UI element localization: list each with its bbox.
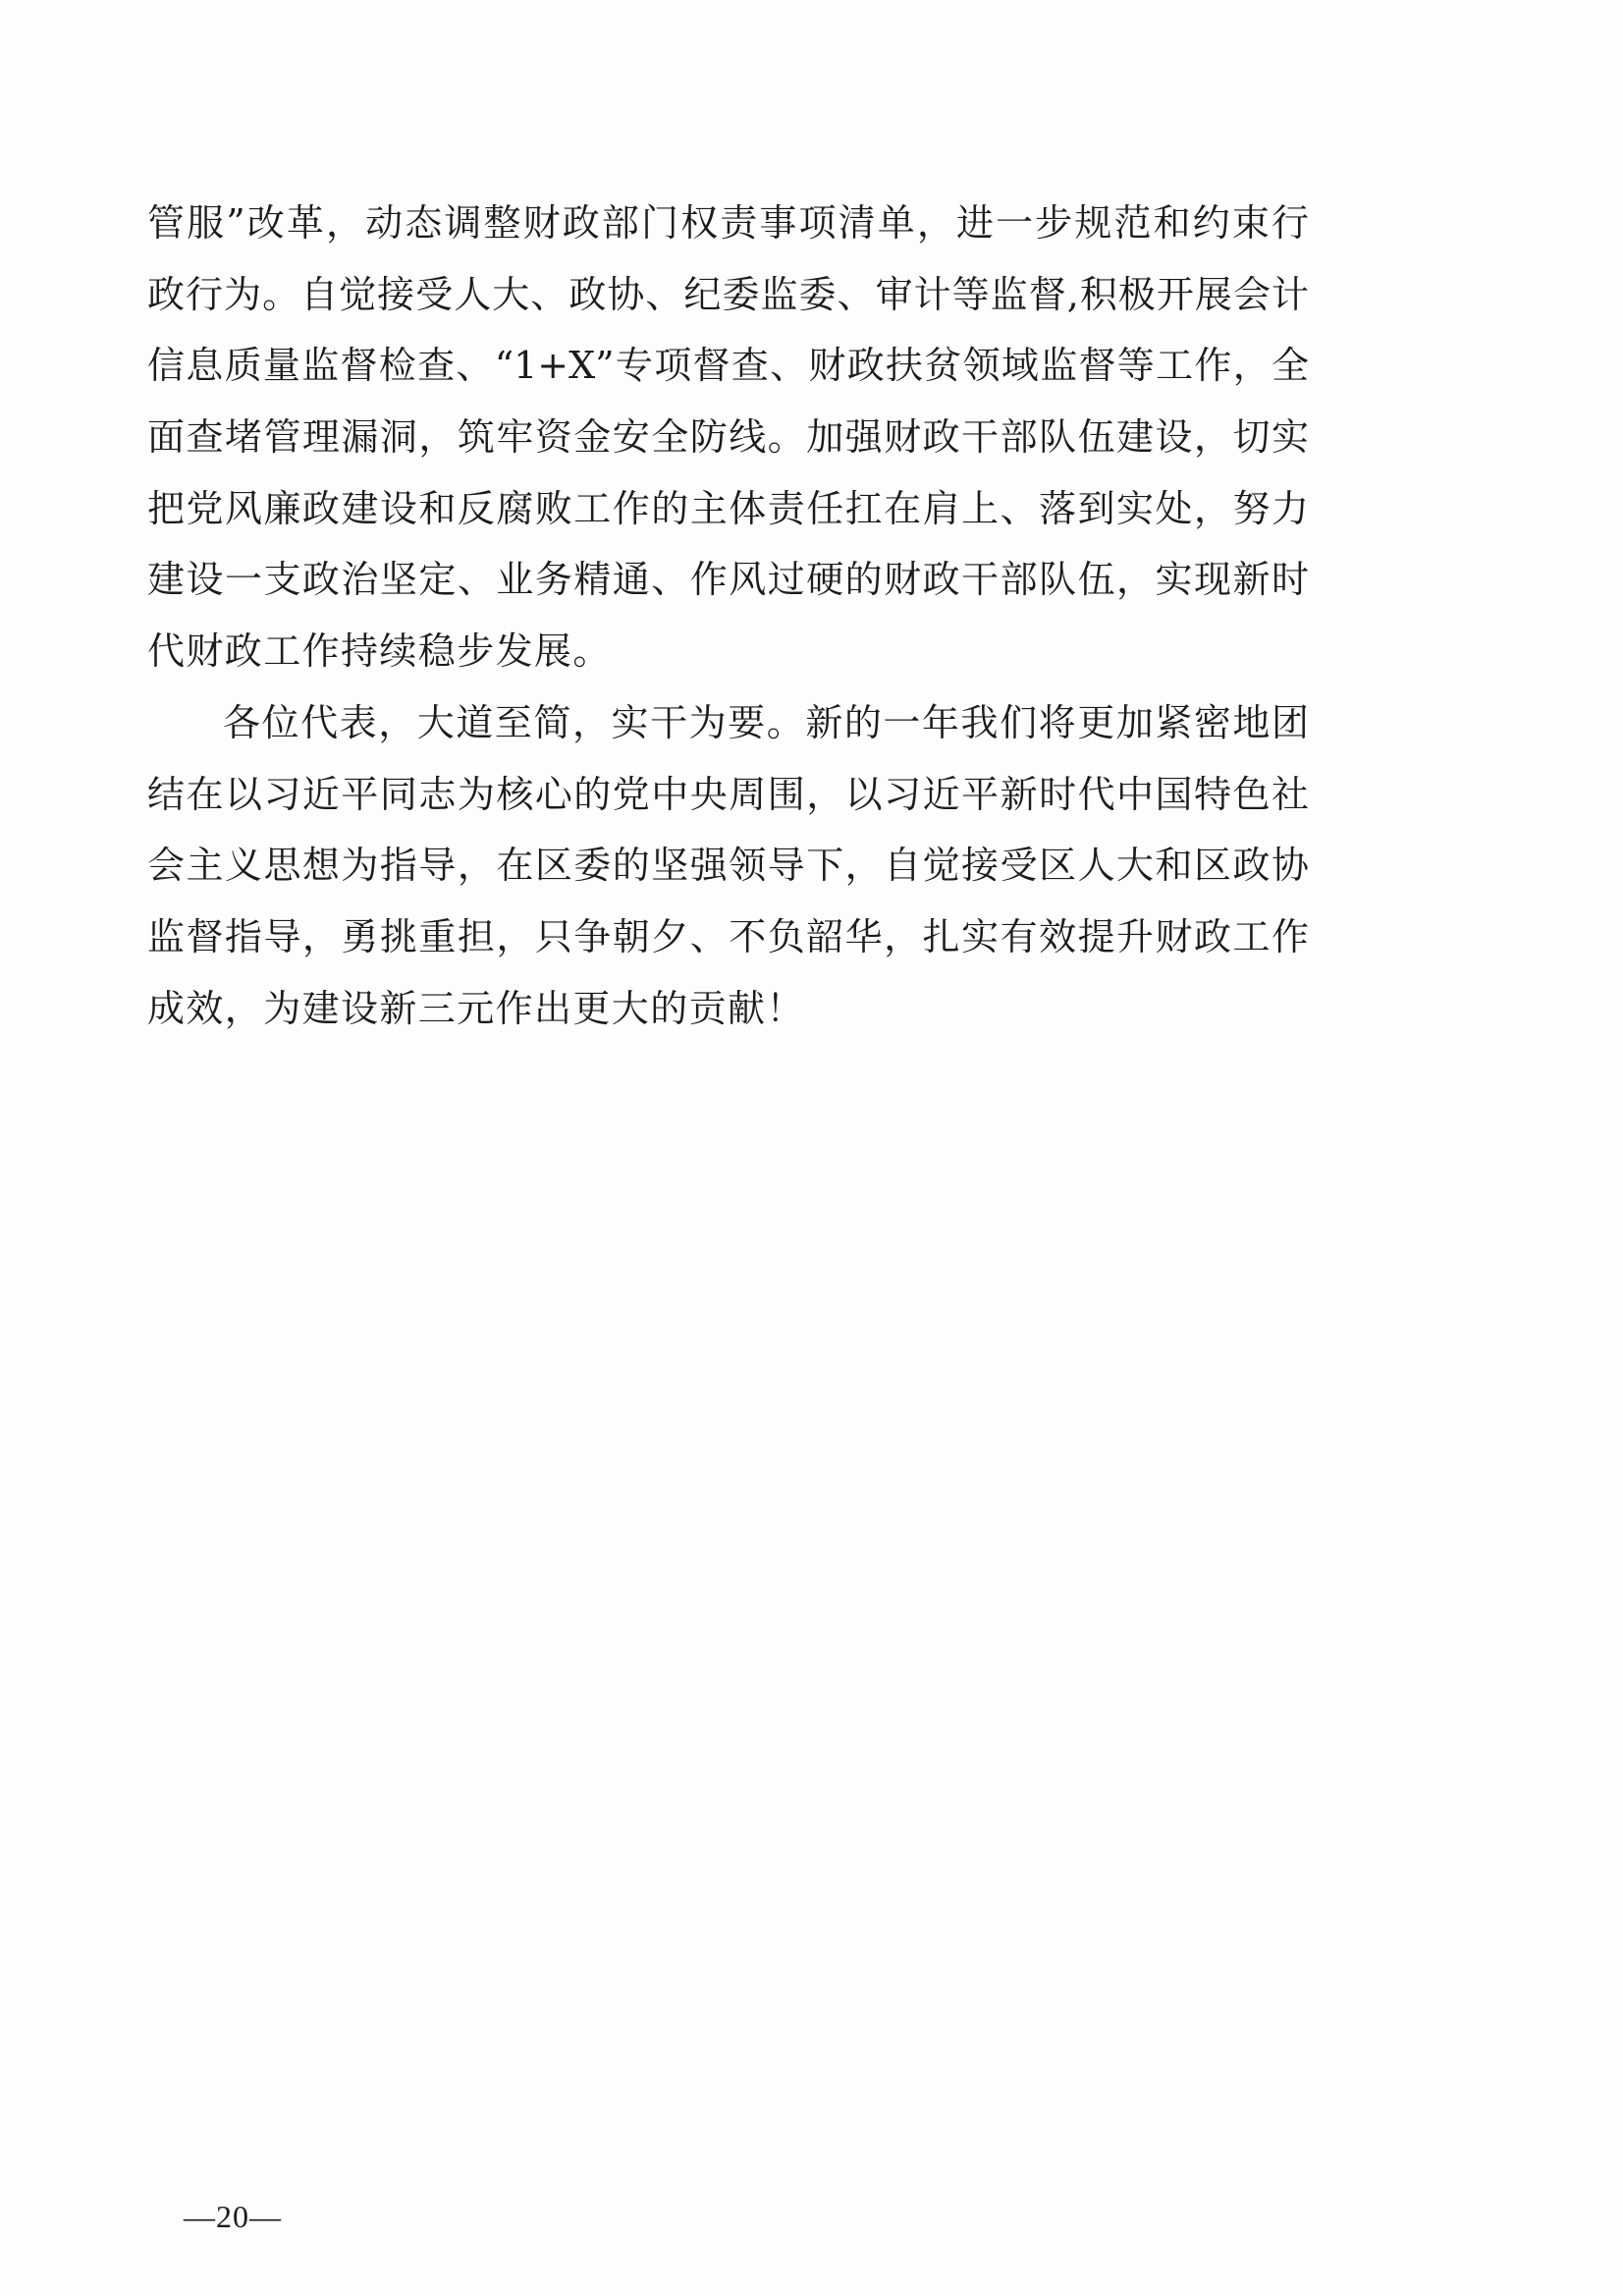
paragraph-2 [147,687,1309,1044]
text-line: 监督指导，勇挑重担，只争朝夕、不负韶华，扎实有效提升财政工作 [147,914,1309,958]
page-number: —20— [184,2199,282,2234]
text-line: 建设一支政治坚定、业务精通、作风过硬的财政干部队伍，实现新时 [147,558,1309,602]
text-line: 会主义思想为指导，在区委的坚强领导下，自觉接受区人大和区政协 [147,844,1309,888]
text-line: 信息质量监督检查、“1+X”专项督查、财政扶贫领域监督等工作，全 [147,344,1309,388]
text-line: 各位代表，大道至简，实干为要。新的一年我们将更加紧密地团 [223,700,1309,744]
text-line: 成效，为建设新三元作出更大的贡献！ [147,986,805,1030]
text-line: 代财政工作持续稳步发展。 [147,629,612,674]
text-line: 管服”改革，动态调整财政部门权责事项清单，进一步规范和约束行 [147,201,1309,245]
paragraph-1 [147,188,1309,687]
text-line: 政行为。自觉接受人大、政协、纪委监委、审计等监督,积极开展会计 [147,272,1309,316]
text-line: 面查堵管理漏洞，筑牢资金安全防线。加强财政干部队伍建设，切实 [147,415,1309,460]
text-line: 把党风廉政建设和反腐败工作的主体责任扛在肩上、落到实处，努力 [147,486,1309,530]
text-line: 结在以习近平同志为核心的党中央周围，以习近平新时代中国特色社 [147,772,1309,816]
body-text [147,188,1309,1044]
